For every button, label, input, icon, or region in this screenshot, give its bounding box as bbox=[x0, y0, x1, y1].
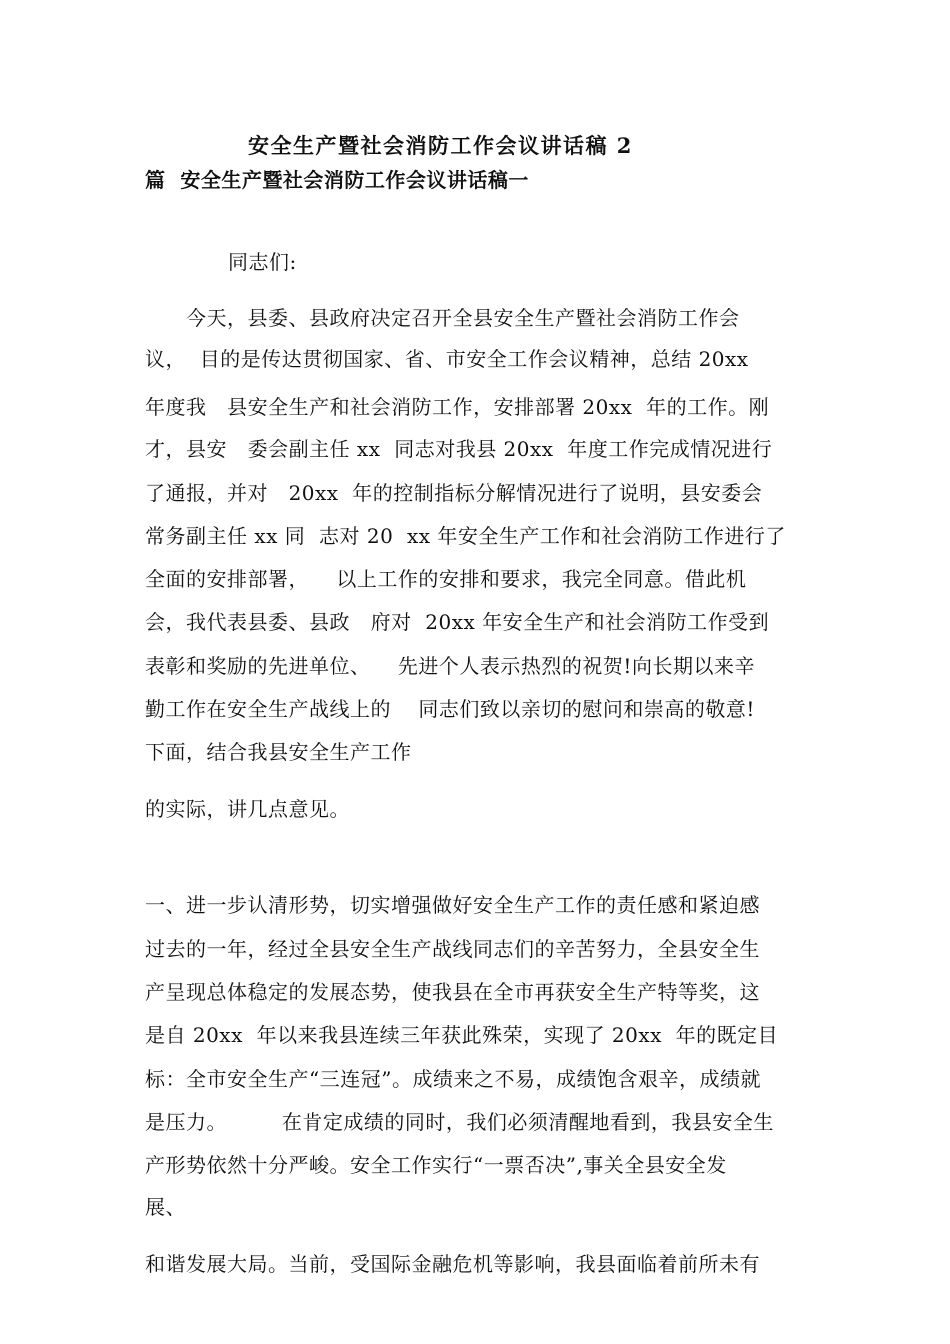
section-heading: 一、进一步认清形势，切实增强做好安全生产工作的责任感和紧迫感 bbox=[145, 893, 760, 917]
paragraph-line: 是自 20xx 年以来我县连续三年获此殊荣，实现了 20xx 年的既定目 bbox=[145, 1023, 779, 1047]
paragraph-line: 年度我 县安全生产和社会消防工作，安排部署 20xx 年的工作。刚 bbox=[145, 395, 770, 419]
paragraph-line: 勤工作在安全生产战线上的 同志们致以亲切的慰问和崇高的敬意! bbox=[145, 697, 755, 721]
paragraph-line: 和谐发展大局。当前，受国际金融危机等影响，我县面临着前所未有 bbox=[145, 1252, 760, 1276]
paragraph-line: 产呈现总体稳定的发展态势，使我县在全市再获安全生产特等奖，这 bbox=[145, 980, 760, 1004]
paragraph-line: 今天，县委、县政府决定召开全县安全生产暨社会消防工作会 bbox=[186, 306, 740, 330]
document-title: 安全生产暨社会消防工作会议讲话稿 2 bbox=[248, 133, 633, 158]
paragraph-line: 产形势依然十分严峻。安全工作实行“一票否决”,事关全县安全发 bbox=[145, 1153, 727, 1177]
paragraph-line: 展、 bbox=[145, 1195, 186, 1219]
paragraph-line: 才，县安 委会副主任 xx 同志对我县 20xx 年度工作完成情况进行 bbox=[145, 437, 773, 461]
paragraph-line: 常务副主任 xx 同 志对 20 xx 年安全生产工作和社会消防工作进行了 bbox=[145, 524, 786, 548]
paragraph-line: 会，我代表县委、县政 府对 20xx 年安全生产和社会消防工作受到 bbox=[145, 610, 770, 634]
paragraph-line: 过去的一年，经过全县安全生产战线同志们的辛苦努力，全县安全生 bbox=[145, 937, 760, 961]
paragraph-line: 标：全市安全生产“三连冠”。成绩来之不易，成绩饱含艰辛，成绩就 bbox=[145, 1067, 761, 1091]
greeting: 同志们: bbox=[228, 250, 297, 274]
paragraph-line: 议， 目的是传达贯彻国家、省、市安全工作会议精神，总结 20xx bbox=[145, 347, 749, 371]
document-subtitle: 篇 安全生产暨社会消防工作会议讲话稿一 bbox=[145, 168, 529, 192]
paragraph-line: 全面的安排部署， 以上工作的安排和要求，我完全同意。借此机 bbox=[145, 567, 747, 591]
paragraph-line: 下面，结合我县安全生产工作 bbox=[145, 740, 412, 764]
paragraph-line: 了通报，并对 20xx 年的控制指标分解情况进行了说明，县安委会 bbox=[145, 481, 763, 505]
paragraph-line: 是压力。 在肯定成绩的同时，我们必须清醒地看到，我县安全生 bbox=[145, 1110, 774, 1134]
paragraph-line: 表彰和奖励的先进单位、 先进个人表示热烈的祝贺!向长期以来辛 bbox=[145, 654, 755, 678]
paragraph-line: 的实际，讲几点意见。 bbox=[145, 797, 350, 821]
